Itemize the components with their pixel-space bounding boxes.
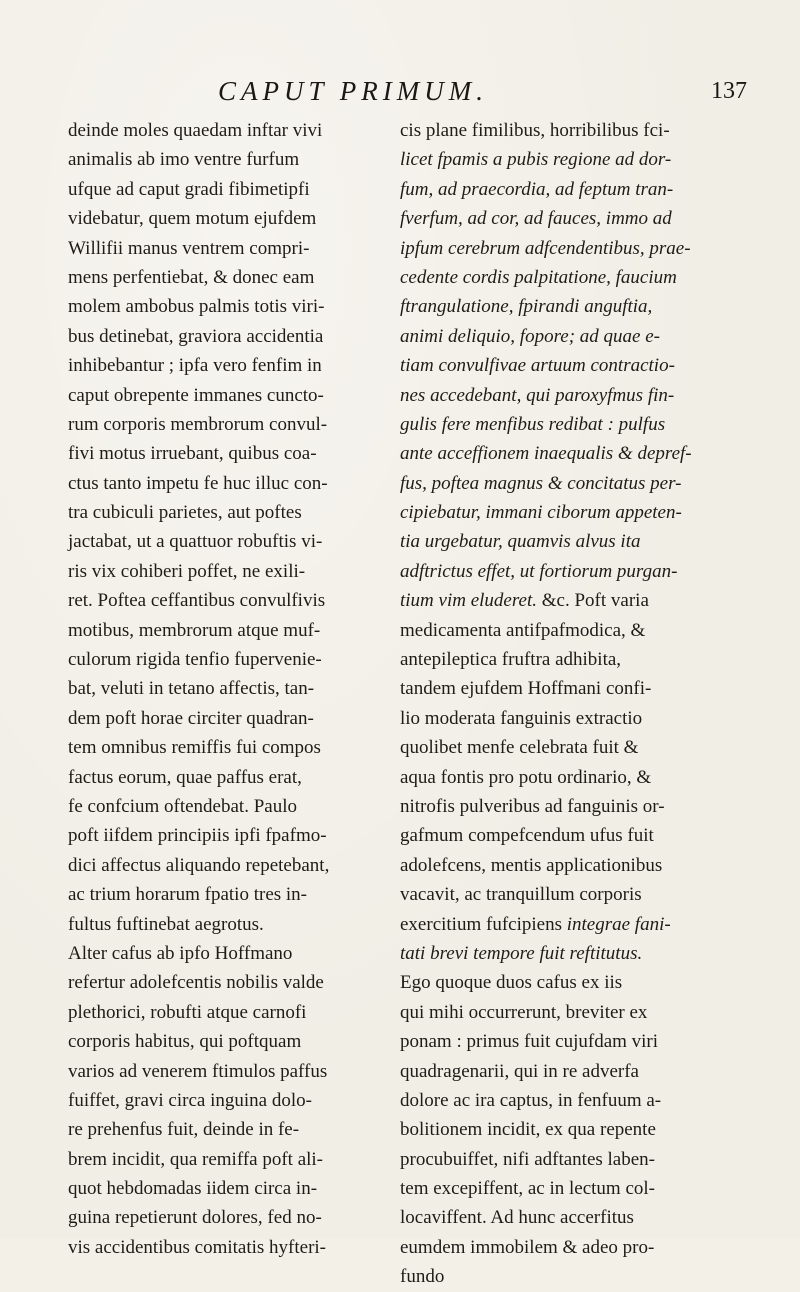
text-line: tati brevi tempore fuit reftitutus. [400, 942, 643, 964]
text-line: animi deliquio, fopore; ad quae e- [400, 325, 660, 347]
text-line: fundo [400, 1266, 445, 1288]
text-line [400, 586, 726, 615]
text-line: fe confcium oftendebat. Paulo [68, 795, 297, 817]
text-line: corporis habitus, qui poftquam [68, 1031, 302, 1053]
text-line: Alter cafus ab ipfo Hoffmano [68, 942, 293, 964]
page-header [0, 76, 800, 116]
text-line: licet fpamis a pubis regione ad dor- [400, 149, 672, 171]
text-line: brem incidit, qua remiffa poft ali- [68, 1148, 324, 1170]
text-line: tandem ejufdem Hoffmani confi- [400, 678, 652, 700]
text-line: gulis fere menfibus redibat : pulfus [400, 413, 666, 435]
text-line: mens perfentiebat, & donec eam [68, 266, 315, 288]
text-line: ftrangulatione, fpirandi anguftia, [400, 296, 653, 318]
text-line [400, 910, 726, 939]
text-line: aqua fontis pro potu ordinario, & [400, 766, 652, 788]
text-line: rum corporis membrorum convul- [68, 413, 328, 435]
text-line: qui mihi occurrerunt, breviter ex [400, 1001, 648, 1023]
text-line: lio moderata fanguinis extractio [400, 707, 643, 729]
text-line: cis plane fimilibus, horribilibus fci- [400, 120, 670, 141]
text-line: fivi motus irruebant, quibus coa- [68, 443, 317, 465]
text-line: Willifii manus ventrem compri- [68, 237, 310, 259]
text-line: locaviffent. Ad hunc accerfitus [400, 1207, 634, 1229]
text-line: bus detinebat, graviora accidentia [68, 325, 324, 347]
text-line: plethorici, robufti atque carnofi [68, 1001, 307, 1023]
text-line: ufque ad caput gradi fibimetipfi [68, 178, 310, 200]
text-line: tem omnibus remiffis fui compos [68, 737, 321, 759]
text-line: quolibet menfe celebrata fuit & [400, 737, 639, 759]
text-line: guina repetierunt dolores, fed no- [68, 1207, 322, 1229]
text-line: videbatur, quem motum ejufdem [68, 208, 317, 230]
text-line: refertur adolefcentis nobilis valde [68, 972, 324, 994]
text-line: fus, poftea magnus & concitatus per- [400, 472, 682, 494]
text-line: molem ambobus palmis totis viri- [68, 296, 325, 318]
roman-text: &c. Poft varia [537, 590, 649, 612]
text-line: ret. Poftea ceffantibus convulfivis [68, 590, 326, 612]
text-line: ctus tanto impetu fe huc illuc con- [68, 472, 328, 494]
roman-text: exercitium fufcipiens [400, 913, 567, 935]
text-line: dem poft horae circiter quadran- [68, 707, 314, 729]
text-line: motibus, membrorum atque muf- [68, 619, 321, 641]
text-line: nes accedebant, qui paroxyfmus fin- [400, 384, 675, 406]
text-line: re prehenfus fuit, deinde in fe- [68, 1119, 300, 1141]
text-line: procubuiffet, nifi adftantes laben- [400, 1148, 655, 1170]
text-line: bat, veluti in tetano affectis, tan- [68, 678, 315, 700]
text-line: vis accidentibus comitatis hyfteri- [68, 1236, 327, 1258]
text-line: factus eorum, quae paffus erat, [68, 766, 302, 788]
text-line: tra cubiculi parietes, aut poftes [68, 502, 302, 524]
text-line: inhibebantur ; ipfa vero fenfim in [68, 355, 322, 377]
text-line: fverfum, ad cor, ad fauces, immo ad [400, 208, 672, 230]
text-line: ac trium horarum fpatio tres in- [68, 884, 308, 906]
text-line: tiam convulfivae artuum contractio- [400, 355, 675, 377]
text-line: fultus fuftinebat aegrotus. [68, 913, 264, 935]
text-line: eumdem immobilem & adeo pro- [400, 1236, 655, 1258]
italic-text: integrae fani- [566, 913, 671, 935]
text-line: gafmum compefcendum ufus fuit [400, 825, 654, 847]
right-text-column [400, 116, 726, 1292]
text-line: jactabat, ut a quattuor robuftis vi- [68, 531, 323, 553]
text-line: cedente cordis palpitatione, faucium [400, 266, 677, 288]
text-line: cipiebatur, immani ciborum appeten- [400, 502, 682, 524]
text-line: fuiffet, gravi circa inguina dolo- [68, 1089, 312, 1111]
text-line: tem excepiffent, ac in lectum col- [400, 1178, 655, 1200]
running-head: CAPUT PRIMUM. [218, 76, 488, 106]
text-line: adolefcens, mentis applicationibus [400, 854, 663, 876]
text-line: Ego quoque duos cafus ex iis [400, 972, 623, 994]
text-line: vacavit, ac tranquillum corporis [400, 884, 642, 906]
text-line: animalis ab imo ventre furfum [68, 149, 300, 171]
text-line: dici affectus aliquando repetebant, [68, 854, 330, 876]
text-line: ris vix cohiberi poffet, ne exili- [68, 560, 306, 582]
text-line: tia urgebatur, quamvis alvus ita [400, 531, 641, 553]
text-line: dolore ac ira captus, in fenfuum a- [400, 1089, 662, 1111]
text-line: fum, ad praecordia, ad feptum tran- [400, 178, 674, 200]
text-line: quadragenarii, qui in re adverfa [400, 1060, 639, 1082]
text-line: ipfum cerebrum adfcendentibus, prae- [400, 237, 691, 259]
text-line: adftrictus effet, ut fortiorum purgan- [400, 560, 678, 582]
italic-text: tium vim eluderet. [400, 590, 538, 612]
text-line: antepileptica fruftra adhibita, [400, 649, 622, 671]
text-line: varios ad venerem ftimulos paffus [68, 1060, 328, 1082]
page-number: 137 [711, 78, 747, 104]
text-line: poft iifdem principiis ipfi fpafmo- [68, 825, 327, 847]
text-line: medicamenta antifpafmodica, & [400, 619, 646, 641]
text-line: bolitionem incidit, ex qua repente [400, 1119, 656, 1141]
text-line: deinde moles quaedam inftar vivi [68, 120, 323, 141]
text-line: caput obrepente immanes cuncto- [68, 384, 324, 406]
text-line: quot hebdomadas iidem circa in- [68, 1178, 318, 1200]
text-line: ponam : primus fuit cujufdam viri [400, 1031, 659, 1053]
left-text-column [68, 116, 384, 1262]
text-line: ante acceffionem inaequalis & depref- [400, 443, 692, 465]
text-line: culorum rigida tenfio fupervenie- [68, 649, 322, 671]
text-line: nitrofis pulveribus ad fanguinis or- [400, 795, 665, 817]
